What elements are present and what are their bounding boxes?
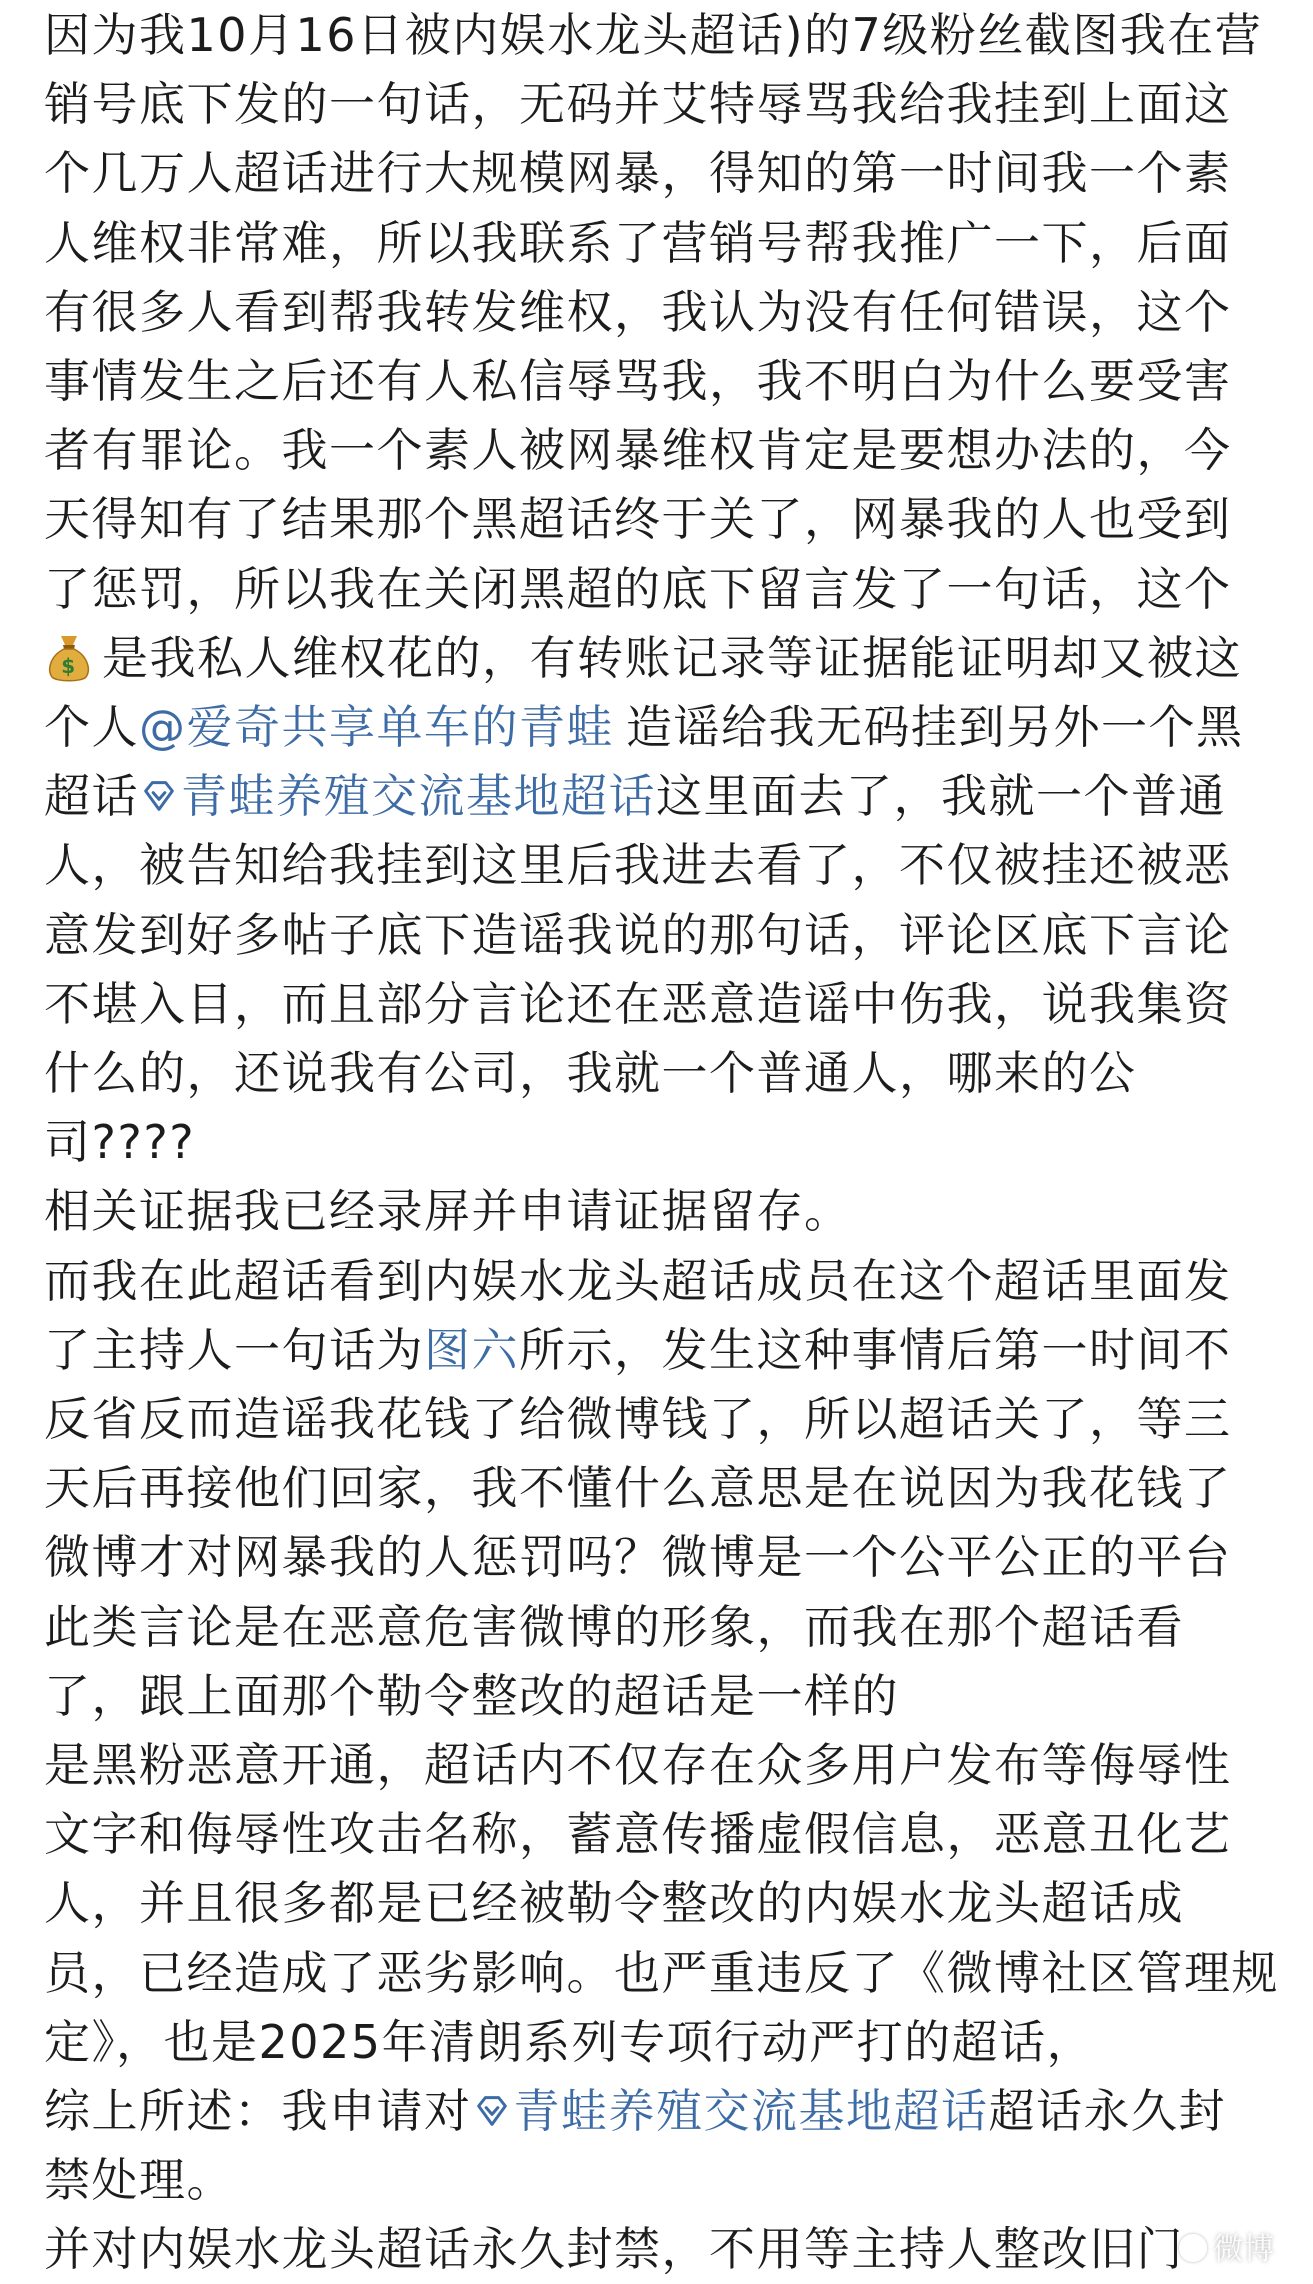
mention-link[interactable]: @爱奇共享单车的青蛙	[139, 700, 614, 754]
post-text: 超话永久封	[988, 2084, 1226, 2138]
post-line: 反省反而造谣我花钱了给微博钱了，所以超话关了，等三	[44, 1392, 1232, 1446]
post-line: 什么的，还说我有公司，我就一个普通人，哪来的公	[44, 1046, 1137, 1100]
post-text: 综上所述：我申请对	[44, 2084, 472, 2138]
post-line: 天得知有了结果那个黑超话终于关了，网暴我的人也受到	[44, 492, 1232, 547]
post-line: 微博才对网暴我的人惩罚吗？微博是一个公平公正的平台	[44, 1530, 1232, 1585]
post-line: 定》，也是2025年清朗系列专项行动严打的超话，	[44, 2014, 1095, 2069]
post-text: 造谣给我无码挂到另外一个黑	[626, 700, 1244, 754]
post-line: 有很多人看到帮我转发维权，我认为没有任何错误，这个	[44, 284, 1232, 339]
super-topic-link[interactable]	[472, 2084, 989, 2138]
post-line: 是黑粉恶意开通，超话内不仅存在众多用户发布等侮辱性	[44, 1738, 1232, 1792]
post-line: 意发到好多帖子底下造谣我说的那句话，评论区底下言论	[44, 907, 1232, 962]
post-line	[44, 761, 1226, 831]
post-line	[44, 2076, 1226, 2146]
post-line	[44, 623, 1242, 693]
post-text: 个人	[44, 700, 139, 754]
money-bag-icon	[44, 632, 94, 684]
post-line: 事情发生之后还有人私信辱骂我，我不明白为什么要受害	[44, 354, 1232, 408]
watermark-text: 微博	[1213, 2232, 1275, 2267]
post-text: 这里面去了，我就一个普通	[656, 769, 1226, 824]
image-link[interactable]: 图六	[424, 1322, 519, 1377]
super-topic-label: 青蛙养殖交流基地超话	[513, 2084, 989, 2138]
post-line: 人，被告知给我挂到这里后我进去看了，不仅被挂还被恶	[44, 838, 1232, 893]
super-topic-icon	[472, 2091, 512, 2131]
post-line: 人，并且很多都是已经被勒令整改的内娱水龙头超话成	[44, 1876, 1184, 1931]
post-line: 人维权非常难，所以我联系了营销号帮我推广一下，后面	[44, 215, 1232, 270]
post-line: 个几万人超话进行大规模网暴，得知的第一时间我一个素	[44, 146, 1232, 201]
post-line: 不堪入目，而且部分言论还在恶意造谣中伤我，说我集资	[44, 976, 1232, 1031]
post-line: 天后再接他们回家，我不懂什么意思是在说因为我花钱了	[44, 1461, 1232, 1516]
post-line: 司????	[44, 1115, 196, 1170]
post-line: 因为我10月16日被内娱水龙头超话)的7级粉丝截图我在营	[44, 8, 1263, 62]
post-line: 此类言论是在恶意危害微博的形象，而我在那个超话看	[44, 1599, 1184, 1654]
super-topic-icon	[139, 776, 179, 816]
post-text: 是我私人维权花的，有转账记录等证据能证明却又被这	[102, 630, 1242, 685]
post-line: 并对内娱水龙头超话永久封禁，不用等主持人整改旧门	[44, 2222, 1184, 2277]
post-line: 员，已经造成了恶劣影响。也严重违反了《微博社区管理规	[44, 1945, 1279, 2000]
post-line: 相关证据我已经录屏并申请证据留存。	[44, 1184, 852, 1239]
post-line: 了，跟上面那个勒令整改的超话是一样的	[44, 1668, 899, 1723]
post-line: 禁处理。	[44, 2153, 234, 2208]
post-text: 超话	[44, 769, 139, 824]
super-topic-link[interactable]	[139, 769, 656, 823]
post-text: 所示，发生这种事情后第一时间不	[519, 1322, 1232, 1377]
post-line: 销号底下发的一句话，无码并艾特辱骂我给我挂到上面这	[44, 77, 1232, 132]
post-line: 而我在此超话看到内娱水龙头超话成员在这个超话里面发	[44, 1253, 1232, 1308]
post-text: 了主持人一句话为	[44, 1322, 424, 1377]
post-line	[44, 1315, 1232, 1385]
super-topic-label: 青蛙养殖交流基地超话	[181, 769, 656, 824]
post-line: 文字和侮辱性攻击名称，蓄意传播虚假信息，恶意丑化艺	[44, 1807, 1232, 1862]
weibo-logo-icon	[1179, 2234, 1207, 2262]
post-line: 者有罪论。我一个素人被网暴维权肯定是要想办法的，今	[44, 423, 1232, 478]
svg-text:$: $	[61, 653, 77, 678]
post-line: 了惩罚，所以我在关闭黑超的底下留言发了一句话，这个	[44, 561, 1232, 616]
watermark	[1179, 2224, 1275, 2268]
post-line	[44, 692, 1244, 762]
